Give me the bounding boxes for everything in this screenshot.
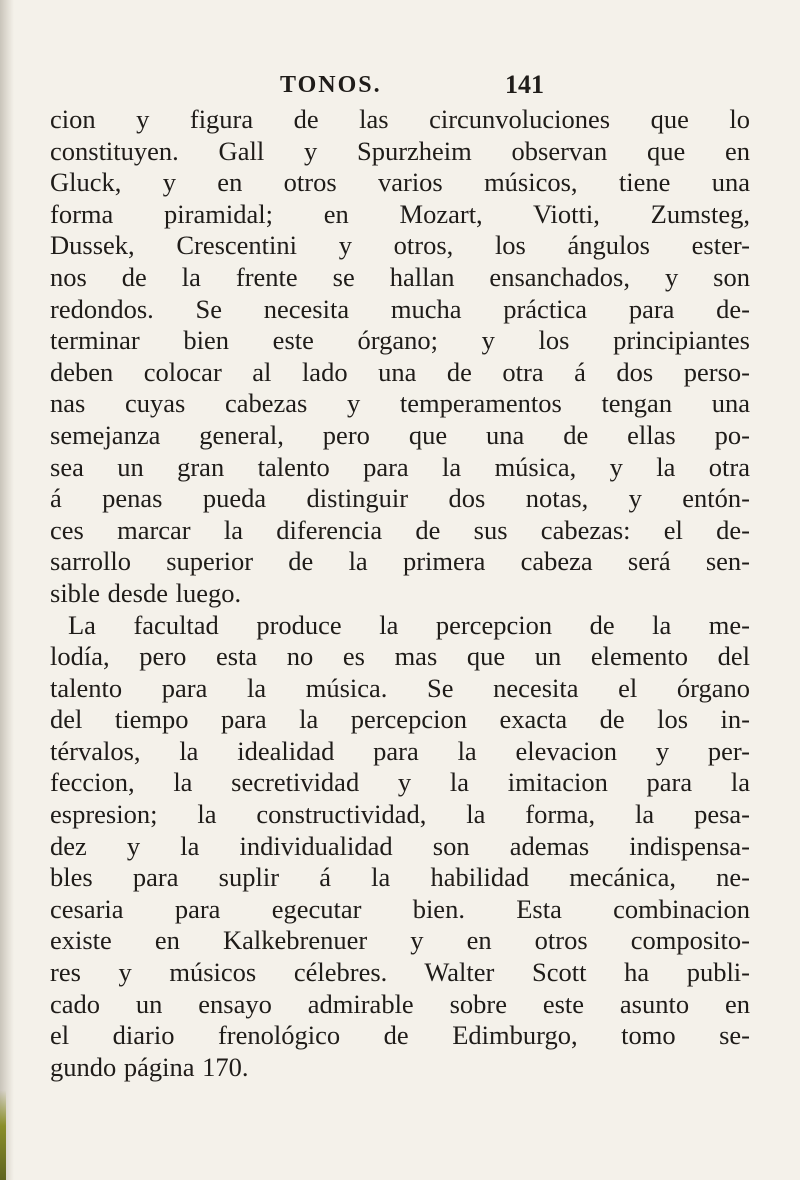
text-line: dez y la individualidad son ademas indispensa-: [50, 830, 750, 861]
text-line: feccion, la secretividad y la imitacion para la: [50, 767, 750, 798]
text-line: sible desde luego.: [50, 577, 242, 608]
text-line: á penas pueda distinguir dos notas, y entón-: [50, 483, 750, 514]
page-edge-mark: [0, 1090, 6, 1180]
text-line: nas cuyas cabezas y temperamentos tengan una: [50, 388, 750, 419]
text-line: cado un ensayo admirable sobre este asunto en: [50, 988, 750, 1019]
page-gutter-shadow: [0, 0, 14, 1180]
text-line: gundo página 170.: [50, 1051, 249, 1082]
text-line: forma piramidal; en Mozart, Viotti, Zumsteg,: [50, 198, 750, 229]
text-line: sea un gran talento para la música, y la otra: [50, 451, 750, 482]
text-line: terminar bien este órgano; y los principiantes: [50, 325, 750, 356]
text-line: semejanza general, pero que una de ellas po-: [50, 419, 750, 450]
text-line: res y músicos célebres. Walter Scott ha publi-: [50, 957, 750, 988]
text-line: bles para suplir á la habilidad mecánica, ne-: [50, 862, 750, 893]
running-head: [50, 72, 750, 104]
text-line: cesaria para egecutar bien. Esta combinacion: [50, 893, 750, 924]
page-number: 141: [505, 70, 544, 99]
text-line: térvalos, la idealidad para la elevacion y per-: [50, 735, 750, 766]
text-line: constituyen. Gall y Spurzheim observan que en: [50, 135, 750, 166]
text-line: del tiempo para la percepcion exacta de los in-: [50, 704, 750, 735]
text-line: el diario frenológico de Edimburgo, tomo se-: [50, 1020, 750, 1051]
text-line: Dussek, Crescentini y otros, los ángulos ester-: [50, 230, 750, 261]
text-line: lodía, pero esta no es mas que un elemento del: [50, 641, 750, 672]
text-line: talento para la música. Se necesita el órgano: [50, 672, 750, 703]
book-page: [50, 72, 750, 1083]
text-line: cion y figura de las circunvoluciones que lo: [50, 104, 750, 134]
running-head-title: TONOS.: [280, 72, 382, 98]
text-line: espresion; la constructividad, la forma, la pesa-: [50, 799, 750, 830]
text-line: sarrollo superior de la primera cabeza será sen-: [50, 546, 750, 577]
text-line: ces marcar la diferencia de sus cabezas: el de-: [50, 514, 750, 545]
text-line: Gluck, y en otros varios músicos, tiene una: [50, 167, 750, 198]
text-line: existe en Kalkebrenuer y en otros composito-: [50, 925, 750, 956]
text-line: deben colocar al lado una de otra á dos perso-: [50, 356, 750, 387]
text-line: La facultad produce la percepcion de la me-: [68, 609, 750, 640]
body-text: [50, 104, 750, 1083]
text-line: redondos. Se necesita mucha práctica para de-: [50, 293, 750, 324]
text-line: nos de la frente se hallan ensanchados, y son: [50, 261, 750, 292]
